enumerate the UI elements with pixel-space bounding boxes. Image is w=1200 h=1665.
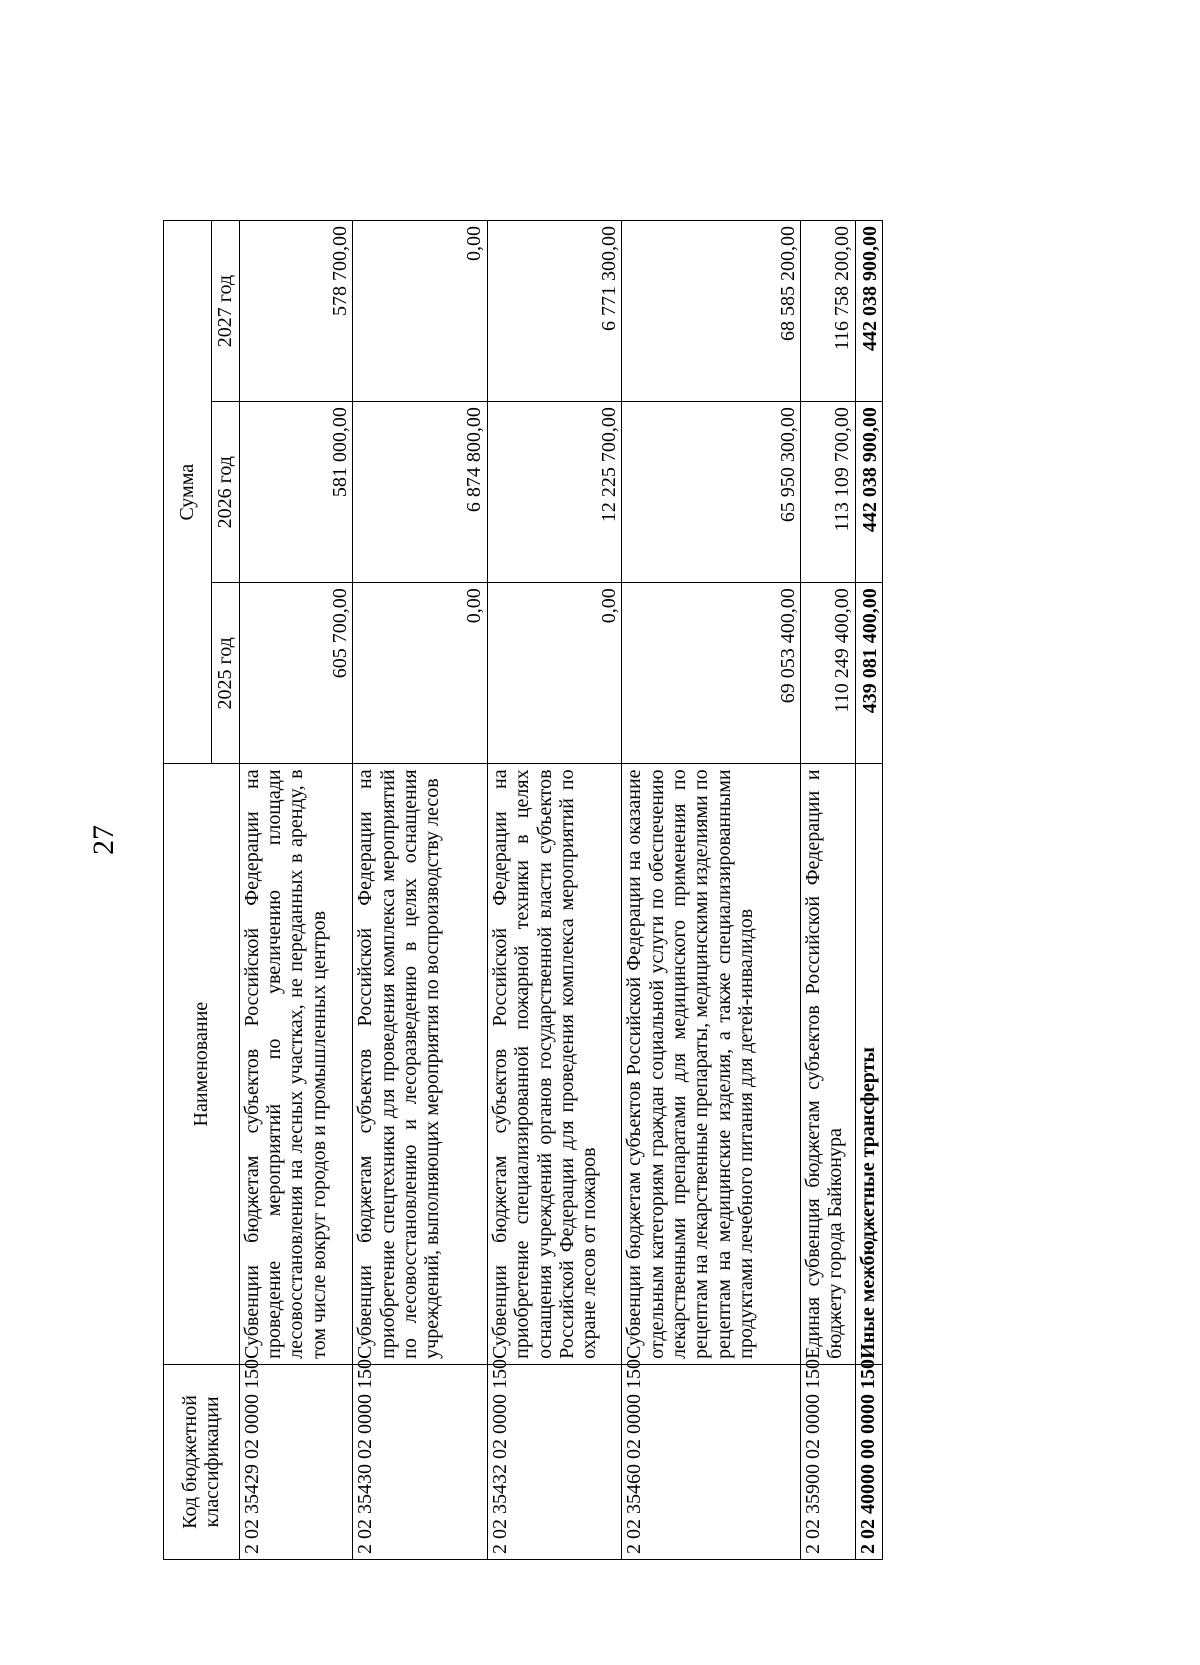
row-code: 2 02 35460 02 0000 150 <box>622 1364 801 1559</box>
row-amount-2026: 12 225 700,00 <box>487 402 622 583</box>
row-amount-2025: 605 700,00 <box>239 583 353 764</box>
row-code: 2 02 35432 02 0000 150 <box>487 1364 622 1559</box>
row-amount-2026: 113 109 700,00 <box>800 402 855 583</box>
row-amount-2026: 65 950 300,00 <box>622 402 801 583</box>
row-name: Единая субвенция бюджетам субъектов Российской Федерации и бюджету города Байконура <box>800 764 855 1364</box>
total-code: 2 02 40000 00 0000 150 <box>855 1364 882 1559</box>
row-code: 2 02 35429 02 0000 150 <box>239 1364 353 1559</box>
row-amount-2026: 6 874 800,00 <box>353 402 488 583</box>
row-amount-2027: 116 758 200,00 <box>800 221 855 402</box>
total-name: Иные межбюджетные трансферты <box>855 764 882 1364</box>
row-amount-2025: 0,00 <box>487 583 622 764</box>
header-year-2025: 2025 год <box>212 583 239 764</box>
table-row <box>800 221 855 1560</box>
row-amount-2026: 581 000,00 <box>239 402 353 583</box>
row-amount-2027: 578 700,00 <box>239 221 353 402</box>
row-code: 2 02 35430 02 0000 150 <box>353 1364 488 1559</box>
header-year-2027: 2027 год <box>212 221 239 402</box>
row-amount-2027: 0,00 <box>353 221 488 402</box>
row-name: Субвенции бюджетам субъектов Российской Федерации на проведение мероприятий по увеличению площади лесовосстановления на лесных участках, не переданных в аренду, в том числе вокруг городов и промышленных центров <box>239 764 353 1364</box>
row-amount-2027: 68 585 200,00 <box>622 221 801 402</box>
table-row <box>353 221 488 1560</box>
budget-table <box>163 220 883 1560</box>
total-amount-2025: 439 081 400,00 <box>855 583 882 764</box>
table-header-row <box>164 221 212 1560</box>
row-amount-2027: 6 771 300,00 <box>487 221 622 402</box>
page-number: 27 <box>87 825 120 855</box>
header-code: Код бюджетной классификации <box>164 1364 240 1559</box>
row-name: Субвенции бюджетам субъектов Российской Федерации на оказание отдельным категориям граждан социальной услуги по обеспечению лекарственными препаратами для медицинского применения по рецептам на лекарственные препараты, медицинскими изделиями по рецептам на медицинские изделия, а также специализированными продуктами лечебного питания для детей-инвалидов <box>622 764 801 1364</box>
row-code: 2 02 35900 02 0000 150 <box>800 1364 855 1559</box>
total-amount-2027: 442 038 900,00 <box>855 221 882 402</box>
row-amount-2025: 69 053 400,00 <box>622 583 801 764</box>
row-amount-2025: 110 249 400,00 <box>800 583 855 764</box>
budget-table-container <box>163 220 883 1560</box>
table-row <box>487 221 622 1560</box>
table-total-row <box>855 221 882 1560</box>
row-name: Субвенции бюджетам субъектов Российской Федерации на приобретение спецтехники для проведения комплекса мероприятий по лесовосстановлению и лесоразведению в целях оснащения учреждений, выполняющих мероприятия по воспроизводству лесов <box>353 764 488 1364</box>
header-name: Наименование <box>164 764 240 1364</box>
header-sum: Сумма <box>164 221 212 764</box>
row-name: Субвенции бюджетам субъектов Российской Федерации на приобретение специализированной пожарной техники в целях оснащения учреждений органов государственной власти субъектов Российской Федерации для проведения комплекса мероприятий по охране лесов от пожаров <box>487 764 622 1364</box>
table-row <box>239 221 353 1560</box>
row-amount-2025: 0,00 <box>353 583 488 764</box>
total-amount-2026: 442 038 900,00 <box>855 402 882 583</box>
header-year-2026: 2026 год <box>212 402 239 583</box>
table-row <box>622 221 801 1560</box>
